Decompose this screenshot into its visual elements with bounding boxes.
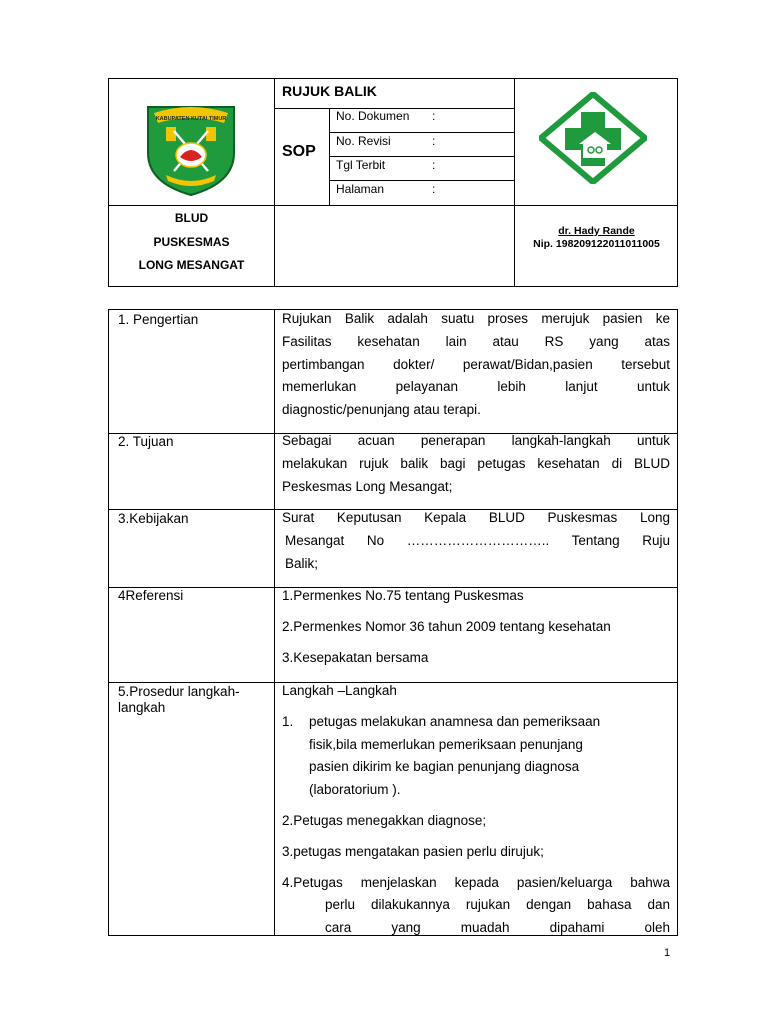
label-line: 5.Prosedur langkah- [118,684,240,699]
procedure-step-2: 2.Petugas menegakkan diagnose; [282,812,487,828]
document-title: RUJUK BALIK [282,83,377,99]
puskesmas-logo [539,92,647,184]
procedure-step-1 [282,711,664,802]
sop-header-table [108,78,678,287]
text-line: 4.Petugas menjelaskan kepada pasien/keluarga bahwa [282,874,670,890]
kabupaten-kutai-timur-logo [144,101,238,197]
text-line: melakukan rujuk balik bagi petugas kesehatan di BLUD [282,455,670,471]
field-halaman-label: Halaman [336,182,385,196]
row-label-prosedur [118,684,240,716]
text-line: Rujukan Balik adalah suatu proses merujuk pasien ke [282,311,670,326]
row-content-referensi [282,585,670,669]
field-halaman-colon: : [432,182,436,196]
field-no-revisi-colon: : [432,134,436,148]
text-line: fisik,bila memerlukan pemeriksaan penunjang [309,736,583,752]
sop-label: SOP [282,143,316,160]
field-tgl-terbit-colon: : [432,158,436,172]
sop-content-table [108,309,678,936]
row-label-pengertian: 1. Pengertian [118,312,199,327]
text-line: pertimbangan dokter/ perawat/Bidan,pasien tersebut [282,356,670,372]
svg-text:KABUPATEN KUTAI TIMUR: KABUPATEN KUTAI TIMUR [155,116,227,122]
row-content-kebijakan [282,507,670,575]
text-line: Balik; [285,555,319,571]
step-number: 1. [282,713,294,729]
row-content-tujuan [282,430,670,498]
label-line: langkah [118,700,166,715]
text-line: petugas melakukan anamnesa dan pemeriksaan [309,713,601,729]
text-line: Surat Keputusan Kepala BLUD Puskesmas Long [282,510,670,525]
text-line: Sebagai acuan penerapan langkah-langkah untuk [282,433,670,448]
org-line-blud: BLUD [174,211,209,225]
text-line: Peskesmas Long Mesangat; [282,478,453,494]
field-no-dokumen-label: No. Dokumen [336,109,410,123]
procedure-step-3: 3.petugas mengatakan pasien perlu dirujuk; [282,843,544,859]
text-line: memerlukan pelayanan lebih lanjut untuk [282,379,670,395]
field-no-dokumen-colon: : [432,109,436,123]
text-line: Mesangat No ………………………….. Tentang Ruju [285,532,670,548]
row-label-kebijakan: 3.Kebijakan [118,511,189,526]
procedure-heading: Langkah –Langkah [282,683,397,698]
org-line-puskesmas: PUSKESMAS [153,235,230,249]
text-line: perlu dilakukannya rujukan dengan bahasa dan [325,897,670,913]
text-line: cara yang muadah dipahami oleh [325,920,670,936]
signer-name: dr. Hady Rande [558,225,635,237]
row-label-tujuan: 2. Tujuan [118,434,174,449]
page-number: 1 [664,947,671,959]
reference-item: 3.Kesepakatan bersama [282,649,429,665]
field-no-revisi-label: No. Revisi [336,134,391,148]
text-line: (laboratorium ). [309,782,401,798]
row-content-pengertian [282,308,670,422]
row-content-prosedur [282,680,670,940]
field-tgl-terbit-label: Tgl Terbit [336,158,386,172]
text-line: diagnostic/penunjang atau terapi. [282,402,481,418]
reference-item: 1.Permenkes No.75 tentang Puskesmas [282,588,524,603]
text-line: Fasilitas kesehatan lain atau RS yang atas [282,333,670,349]
signer-nip: Nip. 198209122011011005 [533,238,660,250]
text-line: pasien dikirim ke bagian penunjang diagnosa [309,759,580,775]
procedure-step-4 [282,872,670,940]
reference-item: 2.Permenkes Nomor 36 tahun 2009 tentang kesehatan [282,618,611,634]
row-label-referensi: 4Referensi [118,588,184,603]
org-line-long-mesangat: LONG MESANGAT [138,258,245,272]
